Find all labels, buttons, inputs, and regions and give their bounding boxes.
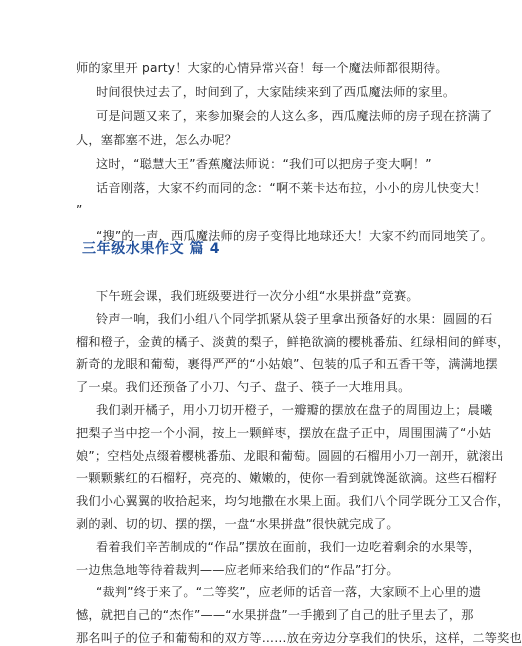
text-line-1: 师的家里开 party！大家的心情异常兴奋！每一个魔法师都很期待。 — [76, 61, 448, 75]
text-line-18: 我们小心翼翼的收拾起来，均匀地撒在水果上面。我们八个同学既分工又合作， — [76, 494, 510, 509]
text-line-4: 人，塞都塞不进，怎么办呢？ — [76, 133, 238, 147]
text-line-8: “搜”的一声，西瓜魔法师的房子变得比地球还大！大家不约而同地笑了。 — [96, 229, 494, 243]
text-line-9: 下午班会课，我们班级要进行一次分小组“水果拼盘”竞赛。 — [96, 289, 419, 303]
text-line-24: 那名叫子的位子和葡萄和的双方等……放在旁边分享我们的快乐，这样，二等奖也 — [76, 631, 522, 645]
text-line-10: 铃声一响，我们小组八个同学抓紧从袋子里拿出预备好的水果：圆圆的石 — [96, 311, 493, 326]
text-line-14: 我们剥开橘子，用小刀切开橙子，一瓣瓣的摆放在盘子的周围边上；晨曦 — [96, 403, 493, 417]
text-line-16: 娘”；空档处点缀着樱桃番茄、龙眼和葡萄。圆圆的石榴用小刀一剖开，就滚出 — [76, 448, 504, 463]
text-line-13: 了一桌。我们还预备了小刀、勺子、盘子、筷子一大堆用具。 — [76, 380, 411, 395]
text-line-12: 新奇的龙眼和葡萄，裹得严严的“小姑娘”、包装的瓜子和五香干等，满满地摆 — [76, 357, 498, 372]
text-line-23: 憾，就把自己的“杰作”——“水果拼盘”一手搬到了自己的肚子里去了，那 — [76, 608, 474, 623]
text-line-2: 时间很快过去了，时间到了，大家陆续来到了西瓜魔法师的家里。 — [96, 85, 456, 99]
text-line-11: 榴和橙子，金黄的橘子、淡黄的梨子，鲜艳欲滴的樱桃番茄、红绿相间的鲜枣， — [76, 334, 510, 349]
text-line-21: 一边焦急地等待着裁判——应老师来给我们的“作品”打分。 — [76, 562, 399, 577]
text-line-19: 剥的剥、切的切、摆的摆，一盘“水果拼盘”很快就完成了。 — [76, 517, 399, 531]
text-line-17: 一颗颗紫红的石榴籽，亮亮的、嫩嫩的，使你一看到就馋涎欲滴。这些石榴籽 — [76, 471, 498, 486]
text-line-7: ” — [76, 203, 83, 217]
text-line-6: 话音刚落，大家不约而同的念：“啊不莱卡达布拉，小小的房儿快变大！ — [96, 181, 487, 195]
text-line-3: 可是问题又来了，来参加聚会的人这么多，西瓜魔法师的房子现在挤满了 — [96, 109, 493, 123]
text-line-5: 这时，“聪慧大王”香蕉魔法师说：“我们可以把房子变大啊！” — [96, 157, 432, 171]
text-line-22: “裁判”终于来了。“二等奖”，应老师的话音一落，大家顾不上心里的遗 — [96, 585, 482, 600]
text-line-15: 把梨子当中挖一个小洞，按上一颗鲜枣，摆放在盘子正中，周围围满了“小姑 — [76, 425, 492, 440]
section-heading: 三年级水果作文 篇 4 — [82, 241, 221, 257]
text-line-20: 看着我们辛苦制成的“作品”摆放在面前，我们一边吃着剩余的水果等， — [96, 539, 481, 554]
